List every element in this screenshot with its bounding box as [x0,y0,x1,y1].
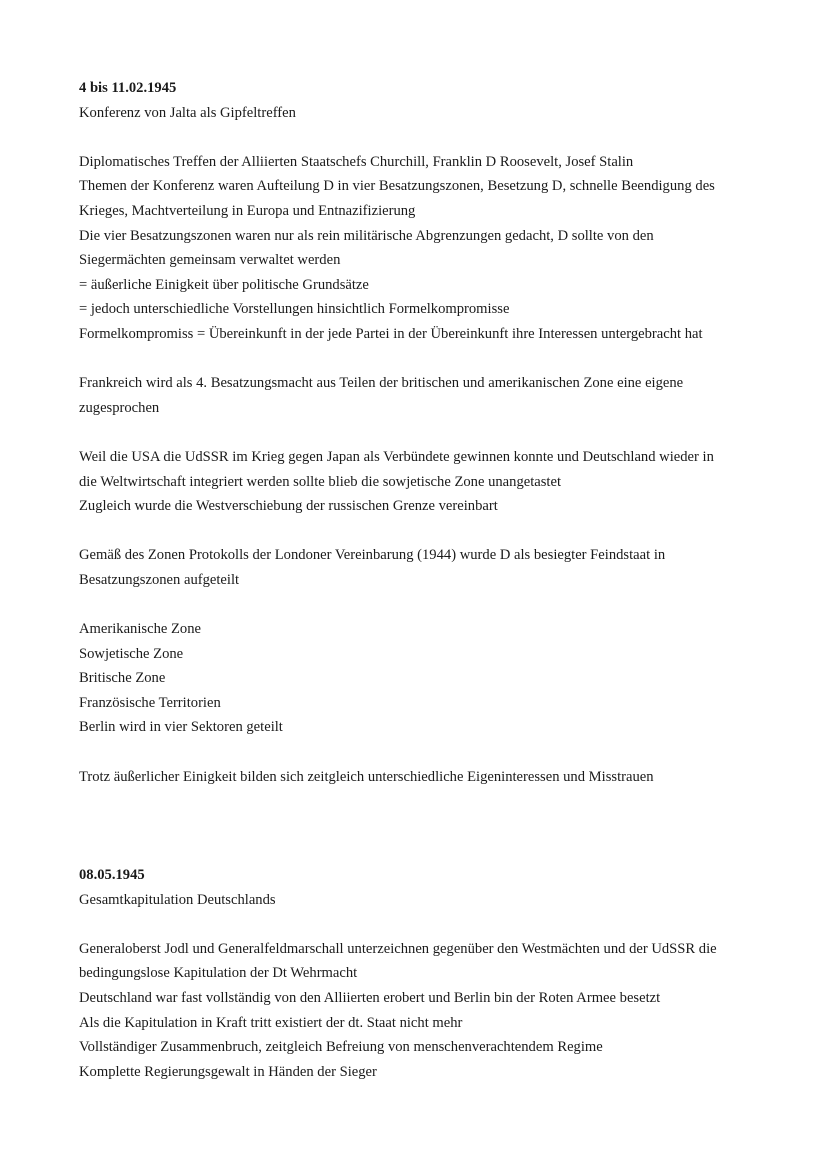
paragraph [79,765,759,790]
text-line: Vollständiger Zusammenbruch, zeitgleich Befreiung von menschenverachtendem Regime [79,1039,603,1056]
section-title: Konferenz von Jalta als Gipfeltreffen [79,104,296,121]
list-item: Britische Zone [79,670,166,687]
text-line: Als die Kapitulation in Kraft tritt existiert der dt. Staat nicht mehr [79,1014,463,1031]
list-item: Amerikanische Zone [79,621,201,638]
document-page [79,76,759,1084]
text-line: Siegermächten gemeinsam verwaltet werden [79,252,341,269]
text-line: Trotz äußerlicher Einigkeit bilden sich zeitgleich unterschiedliche Eigeninteressen und Misstrauen [79,768,654,785]
paragraph [79,150,759,347]
text-line: Deutschland war fast vollständig von den Alliierten erobert und Berlin bin der Roten Armee besetzt [79,989,661,1006]
text-line: bedingungslose Kapitulation der Dt Wehrmacht [79,965,358,982]
text-line: die Weltwirtschaft integriert werden sollte blieb die sowjetische Zone unangetastet [79,473,562,490]
paragraph [79,937,759,1085]
text-line: Diplomatisches Treffen der Alliierten Staatschefs Churchill, Franklin D Roosevelt, Josef Stalin [79,153,634,170]
text-line: Die vier Besatzungszonen waren nur als rein militärische Abgrenzungen gedacht, D sollte von den [79,227,654,244]
paragraph [79,445,759,519]
text-line: Themen der Konferenz waren Aufteilung D in vier Besatzungszonen, Besetzung D, schnelle Beendigung des [79,178,715,195]
section-kapitulation [79,863,759,1084]
text-line: Weil die USA die UdSSR im Krieg gegen Japan als Verbündete gewinnen konnte und Deutschland wieder in [79,448,714,465]
text-line: Zugleich wurde die Westverschiebung der russischen Grenze vereinbart [79,498,498,515]
text-line: Komplette Regierungsgewalt in Händen der Sieger [79,1063,377,1080]
text-line: zugesprochen [79,399,160,416]
section-date: 4 bis 11.02.1945 [79,80,177,96]
text-line: Besatzungszonen aufgeteilt [79,571,240,588]
text-line: Generaloberst Jodl und Generalfeldmarschall unterzeichnen gegenüber den Westmächten und der UdSSR die [79,940,717,957]
paragraph [79,371,759,420]
section-date: 08.05.1945 [79,867,145,884]
list-item: Sowjetische Zone [79,645,184,662]
zone-list [79,617,759,740]
text-line: Frankreich wird als 4. Besatzungsmacht aus Teilen der britischen und amerikanischen Zone eine eigene [79,375,684,392]
text-line: = äußerliche Einigkeit über politische Grundsätze [79,276,369,293]
paragraph [79,543,759,592]
text-line: Formelkompromiss = Übereinkunft in der jede Partei in der Übereinkunft ihre Interessen untergebracht hat [79,325,703,342]
text-line: Gemäß des Zonen Protokolls der Londoner Vereinbarung (1944) wurde D als besiegter Feindstaat in [79,547,666,564]
text-line: Krieges, Machtverteilung in Europa und Entnazifizierung [79,202,416,219]
list-item: Berlin wird in vier Sektoren geteilt [79,719,283,736]
section-jalta [79,76,759,789]
text-line: = jedoch unterschiedliche Vorstellungen hinsichtlich Formelkompromisse [79,301,510,318]
list-item: Französische Territorien [79,694,221,711]
section-title: Gesamtkapitulation Deutschlands [79,891,276,908]
